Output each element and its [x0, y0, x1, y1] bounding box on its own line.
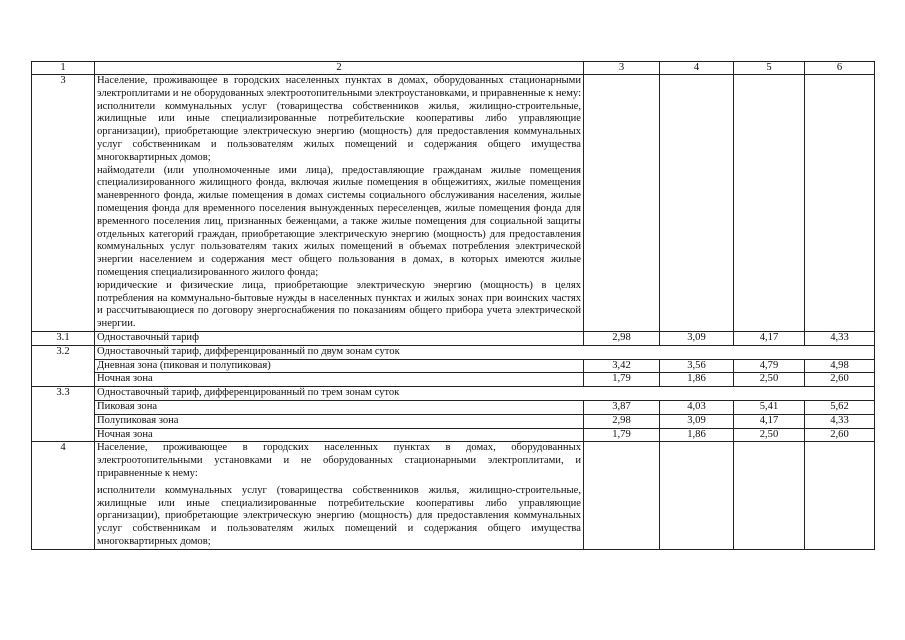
- tariff-value: 4,98: [805, 359, 875, 373]
- zone-label: Полупиковая зона: [95, 414, 584, 428]
- header-cell: 5: [734, 62, 805, 75]
- tariff-value: 2,60: [805, 373, 875, 387]
- tariff-value: 2,98: [584, 414, 660, 428]
- tariff-value: 3,87: [584, 400, 660, 414]
- empty-cell: [805, 75, 875, 332]
- empty-cell: [584, 442, 660, 549]
- header-row: [32, 62, 875, 75]
- tariff-value: 1,79: [584, 428, 660, 442]
- tariff-value: 2,60: [805, 428, 875, 442]
- tariff-value: 1,79: [584, 373, 660, 387]
- zone-row: [32, 400, 875, 414]
- description-paragraph: наймодатели (или уполномоченные ими лица), предоставляющие гражданам жилые помещения специализированного жилищного фонда, включая жилые помещения в общежитиях, жилые помещения маневренного фонда, жилые помещения в домах системы социального обслуживания населения, жилые помещения фонда для временного поселения вынужденных переселенцев, жилые помещения фонда для временного поселения лиц, признанных беженцами, а также жилые помещения для социальной защиты отдельных категорий граждан, приобретающие электрическую энергию (мощность) для предоставления коммунальных услуг пользователям таких жилых помещений в объемах потребления электрической энергии населением и содержания мест общего пользования в домах, в которых имеются жилые помещения специализированного жилого фонда;: [97, 164, 581, 278]
- zone-label: Пиковая зона: [95, 400, 584, 414]
- header-cell: 2: [95, 62, 584, 75]
- empty-cell: [584, 75, 660, 332]
- tariff-value: 3,42: [584, 359, 660, 373]
- tariff-value: 3,09: [660, 414, 734, 428]
- tariff-value: 2,98: [584, 331, 660, 345]
- description-paragraph: Население, проживающее в городских населенных пунктах в домах, оборудованных стационарными электроплитами и не оборудованных электроотопительными электроустановками, и приравненные к нему:: [97, 75, 582, 99]
- row-number: 4: [32, 442, 95, 549]
- header-cell: 1: [32, 62, 95, 75]
- zone-label: Ночная зона: [95, 373, 584, 387]
- empty-cell: [660, 75, 734, 332]
- description-paragraph: Население, проживающее в городских населенных пунктах в домах, оборудованных электроотопительными установками и не оборудованных стационарными электроплитами, и приравненные к нему:: [97, 442, 581, 479]
- tariff-value: 5,62: [805, 400, 875, 414]
- tariff-table: [31, 61, 875, 550]
- empty-cell: [734, 442, 805, 549]
- header-cell: 4: [660, 62, 734, 75]
- tariff-value: 1,86: [660, 428, 734, 442]
- tariff-label: Одноставочный тариф, дифференцированный по трем зонам суток: [95, 387, 875, 401]
- tariff-value: 4,33: [805, 414, 875, 428]
- description-paragraph: юридические и физические лица, приобретающие электрическую энергию (мощность) в целях потребления на коммунально-бытовые нужды в населенных пунктах и жилых зонах при воинских частях и рассчитывающиеся по договору энергоснабжения по показаниям общего прибора учета электрической энергии.: [97, 279, 581, 330]
- tariff-value: 2,50: [734, 373, 805, 387]
- row-3-2: [32, 345, 875, 359]
- tariff-value: 4,17: [734, 331, 805, 345]
- row-number: 3.3: [32, 387, 95, 442]
- header-cell: 3: [584, 62, 660, 75]
- row-number: 3.2: [32, 345, 95, 386]
- empty-cell: [734, 75, 805, 332]
- zone-label: Ночная зона: [95, 428, 584, 442]
- tariff-value: 2,50: [734, 428, 805, 442]
- tariff-value: 1,86: [660, 373, 734, 387]
- tariff-value: 4,33: [805, 331, 875, 345]
- header-cell: 6: [805, 62, 875, 75]
- zone-row: [32, 414, 875, 428]
- tariff-label: Одноставочный тариф, дифференцированный по двум зонам суток: [95, 345, 875, 359]
- tariff-value: 3,56: [660, 359, 734, 373]
- zone-label: Дневная зона (пиковая и полупиковая): [95, 359, 584, 373]
- section-4-description: [95, 442, 584, 549]
- description-paragraph: исполнители коммунальных услуг (товарищества собственников жилья, жилищно-строительные, жилищные или иные специализированные потребительские кооперативы либо управляющие организации), приобретающие электрическую энергию (мощность) для предоставления коммунальных услуг собственникам и пользователям жилых помещений и содержания общего имущества многоквартирных домов;: [97, 484, 581, 547]
- section-4-row: [32, 442, 875, 549]
- tariff-value: 3,09: [660, 331, 734, 345]
- tariff-value: 4,03: [660, 400, 734, 414]
- row-3-3: [32, 387, 875, 401]
- tariff-value: 4,17: [734, 414, 805, 428]
- zone-row: [32, 428, 875, 442]
- tariff-value: 5,41: [734, 400, 805, 414]
- row-number: 3.1: [32, 331, 95, 345]
- tariff-label: Одноставочный тариф: [95, 331, 584, 345]
- section-3-row: [32, 75, 875, 332]
- row-3-1: [32, 331, 875, 345]
- empty-cell: [660, 442, 734, 549]
- row-number: 3: [32, 75, 95, 332]
- description-paragraph: исполнители коммунальных услуг (товарищества собственников жилья, жилищно-строительные, жилищные или иные специализированные потребительские кооперативы либо управляющие организации), приобретающие электрическую энергию (мощность) для предоставления коммунальных услуг собственникам и пользователям жилых помещений и содержания общего имущества многоквартирных домов;: [97, 100, 581, 163]
- tariff-value: 4,79: [734, 359, 805, 373]
- zone-row: [32, 373, 875, 387]
- empty-cell: [805, 442, 875, 549]
- section-3-description: [95, 75, 584, 332]
- zone-row: [32, 359, 875, 373]
